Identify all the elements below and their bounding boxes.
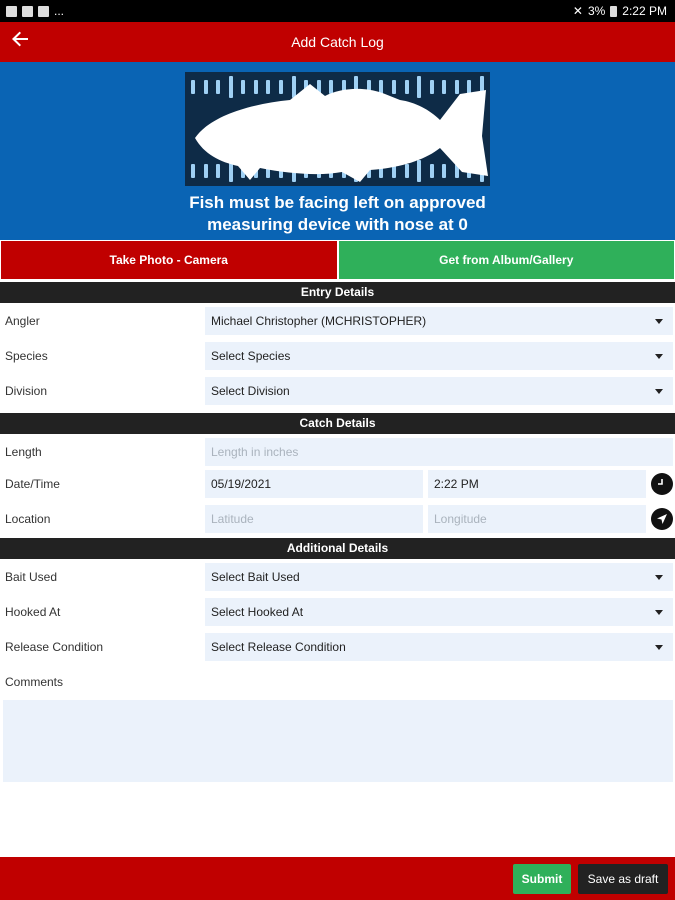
gallery-notification-icon	[38, 6, 49, 17]
take-photo-button[interactable]: Take Photo - Camera	[0, 240, 338, 280]
division-row	[0, 375, 675, 407]
angler-label: Angler	[5, 314, 40, 328]
hooked-value: Select Hooked At	[211, 605, 304, 619]
status-bar	[0, 0, 675, 22]
comments-row	[0, 666, 675, 698]
division-value: Select Division	[211, 384, 290, 398]
release-value: Select Release Condition	[211, 640, 346, 654]
image-notification-icon	[6, 6, 17, 17]
time-value: 2:22 PM	[434, 477, 479, 491]
angler-select[interactable]	[205, 307, 673, 335]
length-row	[0, 436, 675, 468]
species-label: Species	[5, 349, 48, 363]
save-draft-button[interactable]: Save as draft	[578, 864, 668, 894]
longitude-input[interactable]	[428, 505, 646, 533]
datetime-label: Date/Time	[5, 477, 60, 491]
clock: 2:22 PM	[622, 4, 667, 18]
measure-instruction-banner	[0, 62, 675, 240]
hooked-select[interactable]	[205, 598, 673, 626]
latitude-placeholder: Latitude	[211, 512, 254, 526]
photo-buttons	[0, 240, 675, 280]
fish-silhouette-icon	[190, 76, 490, 186]
bait-label: Bait Used	[5, 570, 58, 584]
species-select[interactable]	[205, 342, 673, 370]
download-notification-icon	[22, 6, 33, 17]
angler-row	[0, 305, 675, 337]
chevron-down-icon	[655, 354, 663, 359]
comments-label: Comments	[5, 675, 64, 689]
app-bar	[0, 22, 675, 62]
comments-textarea[interactable]	[3, 700, 673, 782]
gallery-button[interactable]: Get from Album/Gallery	[338, 240, 675, 280]
species-row	[0, 340, 675, 372]
chevron-down-icon	[655, 575, 663, 580]
date-value: 05/19/2021	[211, 477, 272, 491]
location-label: Location	[5, 512, 51, 526]
bait-select[interactable]	[205, 563, 673, 591]
bait-value: Select Bait Used	[211, 570, 300, 584]
length-input[interactable]	[205, 438, 673, 466]
battery-icon	[610, 6, 617, 17]
clock-icon[interactable]	[651, 473, 673, 495]
date-input[interactable]	[205, 470, 423, 498]
entry-details-heading: Entry Details	[0, 282, 675, 303]
species-value: Select Species	[211, 349, 291, 363]
division-label: Division	[5, 384, 48, 398]
longitude-placeholder: Longitude	[434, 512, 487, 526]
length-label: Length	[5, 445, 42, 459]
battery-level: 3%	[587, 4, 606, 18]
datetime-row	[0, 468, 675, 500]
chevron-down-icon	[655, 319, 663, 324]
release-label: Release Condition	[5, 640, 104, 654]
page-title: Add Catch Log	[291, 34, 384, 50]
banner-instruction-text: Fish must be facing left on approved measuring device with nose at 0	[189, 193, 486, 234]
chevron-down-icon	[655, 389, 663, 394]
release-select[interactable]	[205, 633, 673, 661]
location-row	[0, 503, 675, 535]
chevron-down-icon	[655, 645, 663, 650]
chevron-down-icon	[655, 610, 663, 615]
division-select[interactable]	[205, 377, 673, 405]
more-notifications: ...	[54, 4, 65, 18]
angler-value: Michael Christopher (MCHRISTOPHER)	[211, 314, 427, 328]
bait-row	[0, 561, 675, 593]
hooked-label: Hooked At	[5, 605, 61, 619]
catch-details-heading: Catch Details	[0, 413, 675, 434]
mute-icon: ✕	[572, 4, 583, 18]
time-input[interactable]	[428, 470, 646, 498]
bottom-action-bar	[0, 857, 675, 900]
submit-button[interactable]: Submit	[513, 864, 571, 894]
length-placeholder: Length in inches	[211, 445, 299, 459]
additional-details-heading: Additional Details	[0, 538, 675, 559]
latitude-input[interactable]	[205, 505, 423, 533]
release-row	[0, 631, 675, 663]
hooked-row	[0, 596, 675, 628]
location-arrow-icon[interactable]	[651, 508, 673, 530]
